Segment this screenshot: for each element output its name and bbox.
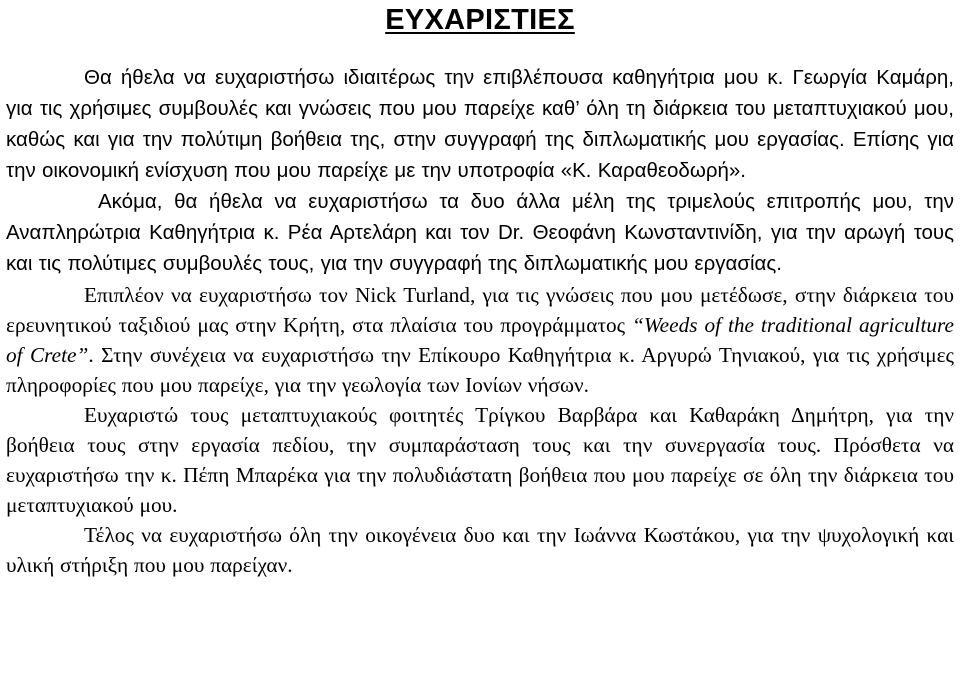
paragraph-students-thanks: Ευχαριστώ τους μεταπτυχιακούς φοιτητές Τρίγκου Βαρβάρα και Καθαράκη Δημήτρη, για την βοήθεια τους στην εργασία πεδίου, την συμπαράσταση τους και την συνεργασία τους. Πρόσθετα να ευχαριστήσω την κ. Πέπη Μπαρέκα για την πολυδιάστατη βοήθεια που μου παρείχε σε όλη την διάρκεια του μεταπτυχιακού μου.: [6, 403, 954, 517]
paragraph-research-trip-thanks: [6, 280, 954, 400]
paragraph-committee-thanks: Ακόμα, θα ήθελα να ευχαριστήσω τα δυο άλλα μέλη της τριμελούς επιτροπής μου, την Αναπληρώτρια Καθηγήτρια κ. Ρέα Αρτελάρη και τον Dr. Θεοφάνη Κωνσταντινίδη, για την αρωγή τους και τις πολύτιμες συμβουλές τους, για την συγγραφή της διπλωματικής μου εργασίας.: [6, 190, 954, 275]
paragraph-text-after: . Στην συνέχεια να ευχαριστήσω την Επίκουρο Καθηγήτρια κ. Αργυρώ Τηνιακού, για τις χρήσιμες πληροφορίες που μου παρείχε, για την γεωλογία των Ιονίων νήσων.: [6, 343, 954, 397]
document-page: [6, 0, 954, 580]
paragraph-text-before: Επιπλέον να ευχαριστήσω τον Nick Turland, για τις γνώσεις που μου μετέδωσε, στην διάρκεια του ερευνητικού ταξιδιού μας στην Κρήτη, στα πλαίσια του προγράμματος: [6, 283, 954, 337]
program-name: “Weeds of the traditional agriculture of Crete”: [6, 313, 954, 367]
page-title: ΕΥΧΑΡΙΣΤΙΕΣ: [385, 4, 575, 36]
paragraph-family-thanks: Τέλος να ευχαριστήσω όλη την οικογένεια δυο και την Ιωάννα Κωστάκου, για την ψυχολογική και υλική στήριξη που μου παρείχαν.: [6, 523, 954, 577]
paragraph-supervisor-thanks: Θα ήθελα να ευχαριστήσω ιδιαιτέρως την επιβλέπουσα καθηγήτρια μου κ. Γεωργία Καμάρη, για τις χρήσιμες συμβουλές και γνώσεις που μου παρείχε καθ’ όλη τη διάρκεια του μεταπτυχιακού μου, καθώς και για την πολύτιμη βοήθεια της, στην συγγραφή της διπλωματικής μου εργασίας. Επίσης για την οικονομική ενίσχυση που μου παρείχε με την υποτροφία «Κ. Καραθεοδωρή».: [6, 66, 954, 182]
